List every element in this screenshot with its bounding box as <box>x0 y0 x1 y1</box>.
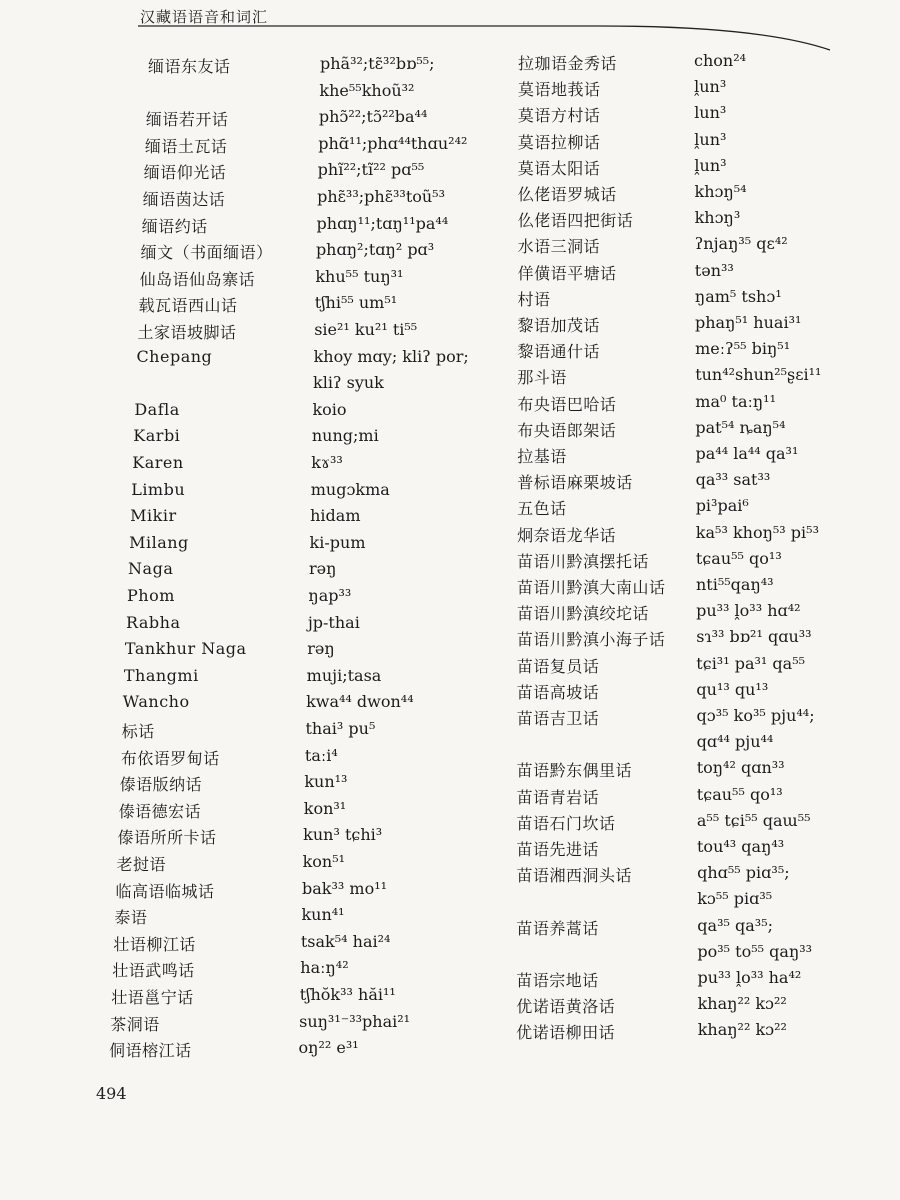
word-form: haːŋ⁴² <box>300 958 349 978</box>
language-name: 苗语湘西洞头话 <box>516 866 632 886</box>
word-form: sie²¹ ku²¹ ti⁵⁵ <box>314 320 418 339</box>
word-form: kun³ tɕhi³ <box>303 825 383 845</box>
word-form: khe⁵⁵khoũ³² <box>319 80 415 100</box>
word-form: tʃhŏk³³ hăi¹¹ <box>299 985 396 1004</box>
language-name: 莫语地莪话 <box>517 80 601 100</box>
language-name: 侗语榕江话 <box>109 1041 192 1061</box>
word-form: meːʔ⁵⁵ biŋ⁵¹ <box>695 339 791 359</box>
language-name: 苗语川黔滇小海子话 <box>516 630 666 650</box>
word-form: pat⁵⁴ ȵaŋ⁵⁴ <box>695 417 786 437</box>
language-name: 缅语若开话 <box>145 110 229 130</box>
word-form: tun⁴²shun²⁵ʂɛi¹¹ <box>695 365 822 385</box>
word-form: mugɔkma <box>310 479 390 499</box>
language-name: 优诺语黄洛话 <box>516 997 616 1017</box>
word-form: ŋap³³ <box>308 586 352 605</box>
word-form: qɑ⁴⁴ pju⁴⁴ <box>696 732 774 752</box>
language-name: Naga <box>128 559 174 579</box>
word-form: koio <box>312 399 347 419</box>
word-form: khu⁵⁵ tuŋ³¹ <box>315 266 404 286</box>
language-name: 仫佬语罗城话 <box>517 185 617 204</box>
header-rule <box>0 0 900 60</box>
word-form: kliʔ syuk <box>313 373 384 393</box>
word-form: nti⁵⁵qaŋ⁴³ <box>696 575 774 594</box>
word-form: toŋ⁴² qɑn³³ <box>696 758 785 778</box>
language-name: 缅语土瓦话 <box>144 136 228 156</box>
language-name: 黎语通什话 <box>517 342 600 362</box>
language-name: 苗语青岩话 <box>516 787 600 807</box>
word-form: tɕau⁵⁵ qo¹³ <box>695 548 782 568</box>
language-name: 仙岛语仙岛寨话 <box>139 269 256 289</box>
language-name: 佯僙语平塘话 <box>517 263 617 283</box>
word-form: suŋ³¹⁻³³phai²¹ <box>299 1011 411 1031</box>
word-form: ŋam⁵ tshɔ¹ <box>694 286 782 306</box>
word-form: khaŋ²² kɔ²² <box>697 994 787 1014</box>
word-form: bak³³ mo¹¹ <box>302 878 388 898</box>
language-name: 茶洞语 <box>110 1014 160 1034</box>
word-form: pu³³ ḽo³³ hɑ⁴² <box>696 601 801 621</box>
language-name: 缅语东友话 <box>148 57 231 76</box>
language-name: Rabha <box>125 612 181 632</box>
language-name: 老挝语 <box>116 855 167 874</box>
word-form: kɔ⁵⁵ piɑ³⁵ <box>697 889 773 909</box>
word-form: jp-thai <box>307 612 360 632</box>
language-name: 苗语黔东偶里话 <box>516 761 633 781</box>
word-form: kɤ³³ <box>311 453 343 472</box>
word-form: tən³³ <box>694 260 734 280</box>
language-name: 优诺语柳田话 <box>516 1023 616 1043</box>
word-form: tsak⁵⁴ hai²⁴ <box>300 931 391 951</box>
word-form: qa³³ sat³³ <box>695 470 771 490</box>
language-name: 壮语柳江话 <box>113 934 196 954</box>
language-name: 莫语太阳话 <box>517 158 601 178</box>
language-name: 苗语川黔滇绞坨话 <box>516 604 649 624</box>
word-form: lun³ <box>694 103 727 123</box>
word-form: phɑŋ²;tɑŋ² pɑ³ <box>315 240 435 260</box>
word-form: kon³¹ <box>303 798 347 818</box>
word-form: khoy mɑy; kliʔ por; <box>313 346 469 366</box>
word-form: po³⁵ to⁵⁵ qaŋ³³ <box>697 941 813 961</box>
language-name: 苗语吉卫话 <box>516 709 600 728</box>
word-form: phɑ̃¹¹;phɑ⁴⁴thɑu²⁴² <box>318 133 468 153</box>
language-name: 傣语所所卡话 <box>117 828 217 848</box>
word-form: phɔ̃²²;tɔ̃²²ba⁴⁴ <box>318 107 428 127</box>
word-form: tou⁴³ qaŋ⁴³ <box>697 837 785 856</box>
word-form: pi³pai⁶ <box>695 496 749 516</box>
language-name: 普标语麻栗坡话 <box>517 473 633 493</box>
language-name: 缅语茵达话 <box>142 190 226 209</box>
word-form: qɔ³⁵ ko³⁵ pju⁴⁴; <box>696 706 815 725</box>
language-name: Thangmi <box>123 665 199 685</box>
running-header: 汉藏语语音和词汇 <box>140 8 269 26</box>
word-form: ma⁰ taːŋ¹¹ <box>695 391 776 411</box>
language-name: 苗语先进话 <box>516 840 600 859</box>
language-name: 苗语宗地话 <box>516 971 599 990</box>
word-form: rəŋ <box>307 639 335 659</box>
word-form: kun⁴¹ <box>301 905 345 925</box>
word-form: ḽun³ <box>694 155 727 175</box>
word-form: khɔŋ³ <box>694 208 741 228</box>
language-name: 五色话 <box>517 499 567 519</box>
word-form: qa³⁵ qa³⁵; <box>697 915 773 935</box>
language-name: Tankhur Naga <box>124 639 247 659</box>
word-form: rəŋ <box>308 559 337 579</box>
language-name: 标话 <box>121 722 155 741</box>
language-name: Phom <box>127 586 175 605</box>
word-form: qhɑ⁵⁵ piɑ³⁵; <box>697 863 790 883</box>
word-form: phɛ̃³³;phɛ̃³³toũ⁵³ <box>317 187 446 206</box>
word-form: ki-pum <box>309 532 366 552</box>
language-name: Milang <box>129 532 189 552</box>
language-name: Wancho <box>122 692 190 712</box>
language-name: 布依语罗甸话 <box>120 748 220 768</box>
language-name: 拉基语 <box>517 447 567 466</box>
language-name: 壮语邕宁话 <box>111 988 194 1007</box>
word-form: sɿ³³ bɒ²¹ qɑu³³ <box>696 627 812 647</box>
language-name: 黎语加茂话 <box>517 316 601 335</box>
word-form: pa⁴⁴ la⁴⁴ qa³¹ <box>695 444 799 463</box>
word-form: tɕi³¹ pa³¹ qa⁵⁵ <box>696 653 806 673</box>
language-name: Dafla <box>134 399 180 419</box>
language-name: 村语 <box>517 289 551 309</box>
word-form: ʔnjaŋ³⁵ qɛ⁴² <box>694 234 788 254</box>
language-name: 临高语临城话 <box>115 881 215 901</box>
language-name: 苗语石门坎话 <box>516 813 616 833</box>
word-form: ḽun³ <box>694 129 727 149</box>
word-form: muji;tasa <box>306 665 382 685</box>
word-form: pu³³ ḽo³³ ha⁴² <box>697 968 802 987</box>
word-form: taːi⁴ <box>304 745 338 765</box>
language-name: 莫语方村话 <box>517 106 601 126</box>
word-form: phaŋ⁵¹ huai³¹ <box>695 313 802 332</box>
language-name: 那斗语 <box>517 368 567 388</box>
language-name: 傣语版纳话 <box>119 775 203 795</box>
word-form: nung;mi <box>311 426 379 446</box>
word-form: kwa⁴⁴ dwon⁴⁴ <box>306 692 414 712</box>
language-name: 泰语 <box>114 908 148 928</box>
language-name: 苗语川黔滇大南山话 <box>517 578 666 597</box>
word-form: qu¹³ qu¹³ <box>696 679 769 699</box>
language-name: 水语三洞话 <box>517 237 601 257</box>
language-name: 布央语郎架话 <box>517 420 617 440</box>
language-name: 载瓦语西山话 <box>138 296 238 316</box>
language-name: 缅语仰光话 <box>143 163 227 183</box>
language-name: 苗语高坡话 <box>516 682 600 702</box>
word-form: thai³ pu⁵ <box>305 719 376 738</box>
language-name: 布央语巴哈话 <box>517 394 617 414</box>
word-form: phɑŋ¹¹;tɑŋ¹¹pa⁴⁴ <box>316 213 449 233</box>
word-form: ḽun³ <box>694 77 727 97</box>
language-name: 傣语德宏话 <box>118 801 202 821</box>
language-name: 苗语养蒿话 <box>516 918 599 938</box>
language-name: 炯奈语龙华话 <box>517 525 617 545</box>
language-name: 苗语川黔滇摆托话 <box>517 551 650 571</box>
language-name: 苗语复员话 <box>516 656 600 676</box>
language-name: 缅文（书面缅语） <box>140 243 273 263</box>
language-name: 仫佬语四把街话 <box>517 211 634 231</box>
word-form: kon⁵¹ <box>302 852 346 871</box>
word-form: chon²⁴ <box>694 51 747 70</box>
language-name: Mikir <box>130 506 177 526</box>
language-name: 土家语坡脚话 <box>137 323 237 342</box>
language-name: 缅语约话 <box>141 216 208 236</box>
word-form: phĩ²²;tĩ²² pɑ⁵⁵ <box>317 160 425 180</box>
language-name: 壮语武鸣话 <box>112 961 195 981</box>
word-form: tʃhi⁵⁵ um⁵¹ <box>314 293 398 313</box>
language-name: Limbu <box>131 479 186 499</box>
word-form: kun¹³ <box>304 772 348 792</box>
word-form: oŋ²² e³¹ <box>298 1038 359 1058</box>
word-form: a⁵⁵ tɕi⁵⁵ qaɯ⁵⁵ <box>696 810 811 830</box>
word-form: phã³²;tɛ̃³²bɒ⁵⁵; <box>320 54 435 73</box>
language-name: Karbi <box>133 426 181 446</box>
word-form: hidam <box>310 506 361 526</box>
language-name: 莫语拉柳话 <box>517 132 601 152</box>
page-number: 494 <box>96 1084 127 1103</box>
language-name: Karen <box>132 453 184 472</box>
word-form: tɕau⁵⁵ qo¹³ <box>696 784 783 804</box>
word-form: khaŋ²² kɔ²² <box>697 1020 787 1040</box>
word-form: ka⁵³ khoŋ⁵³ pi⁵³ <box>695 522 819 542</box>
language-name: Chepang <box>136 346 213 366</box>
word-form: khɔŋ⁵⁴ <box>694 182 747 201</box>
language-name: 拉珈语金秀话 <box>518 54 618 73</box>
